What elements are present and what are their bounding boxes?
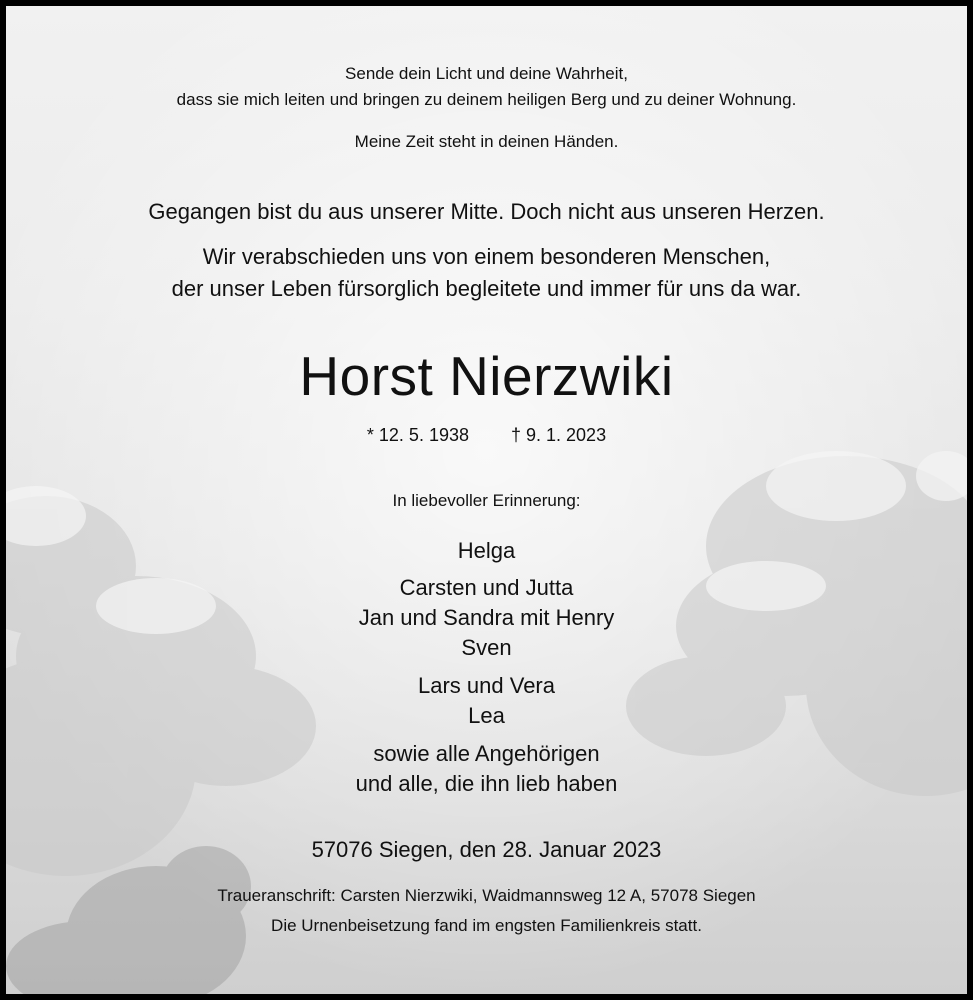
family-member: Sven — [461, 635, 512, 660]
mourning-address: Traueranschrift: Carsten Nierzwiki, Waidmannsweg 12 A, 57078 Siegen — [217, 886, 756, 905]
family-member: Lea — [468, 703, 505, 728]
burial-note: Die Urnenbeisetzung fand im engsten Familienkreis statt. — [271, 916, 702, 935]
family-member: Lars und Vera — [418, 673, 555, 698]
verse-line-3: Meine Zeit steht in deinen Händen. — [354, 132, 619, 151]
place-date: 57076 Siegen, den 28. Januar 2023 — [311, 837, 662, 862]
family-member: Carsten und Jutta — [399, 575, 574, 600]
verse-line-1: Sende dein Licht und deine Wahrheit, — [345, 64, 628, 83]
message-line-1: Gegangen bist du aus unserer Mitte. Doch nicht aus unseren Herzen. — [148, 199, 825, 224]
message-line-2: Wir verabschieden uns von einem besonderen Menschen, — [202, 244, 771, 269]
family-member: Jan und Sandra mit Henry — [358, 605, 615, 630]
verse-line-2: dass sie mich leiten und bringen zu deinem heiligen Berg und zu deiner Wohnung. — [176, 90, 797, 109]
deceased-name: Horst Nierzwiki — [299, 345, 674, 407]
birth-date: * 12. 5. 1938 — [366, 425, 469, 445]
family-member: Helga — [457, 538, 516, 563]
family-member: und alle, die ihn lieb haben — [355, 771, 618, 796]
message-line-3: der unser Leben fürsorglich begleitete und immer für uns da war. — [171, 276, 802, 301]
family-intro: In liebevoller Erinnerung: — [392, 491, 581, 510]
death-date: † 9. 1. 2023 — [511, 425, 607, 445]
life-dates — [6, 425, 967, 446]
family-member: sowie alle Angehörigen — [373, 741, 600, 766]
